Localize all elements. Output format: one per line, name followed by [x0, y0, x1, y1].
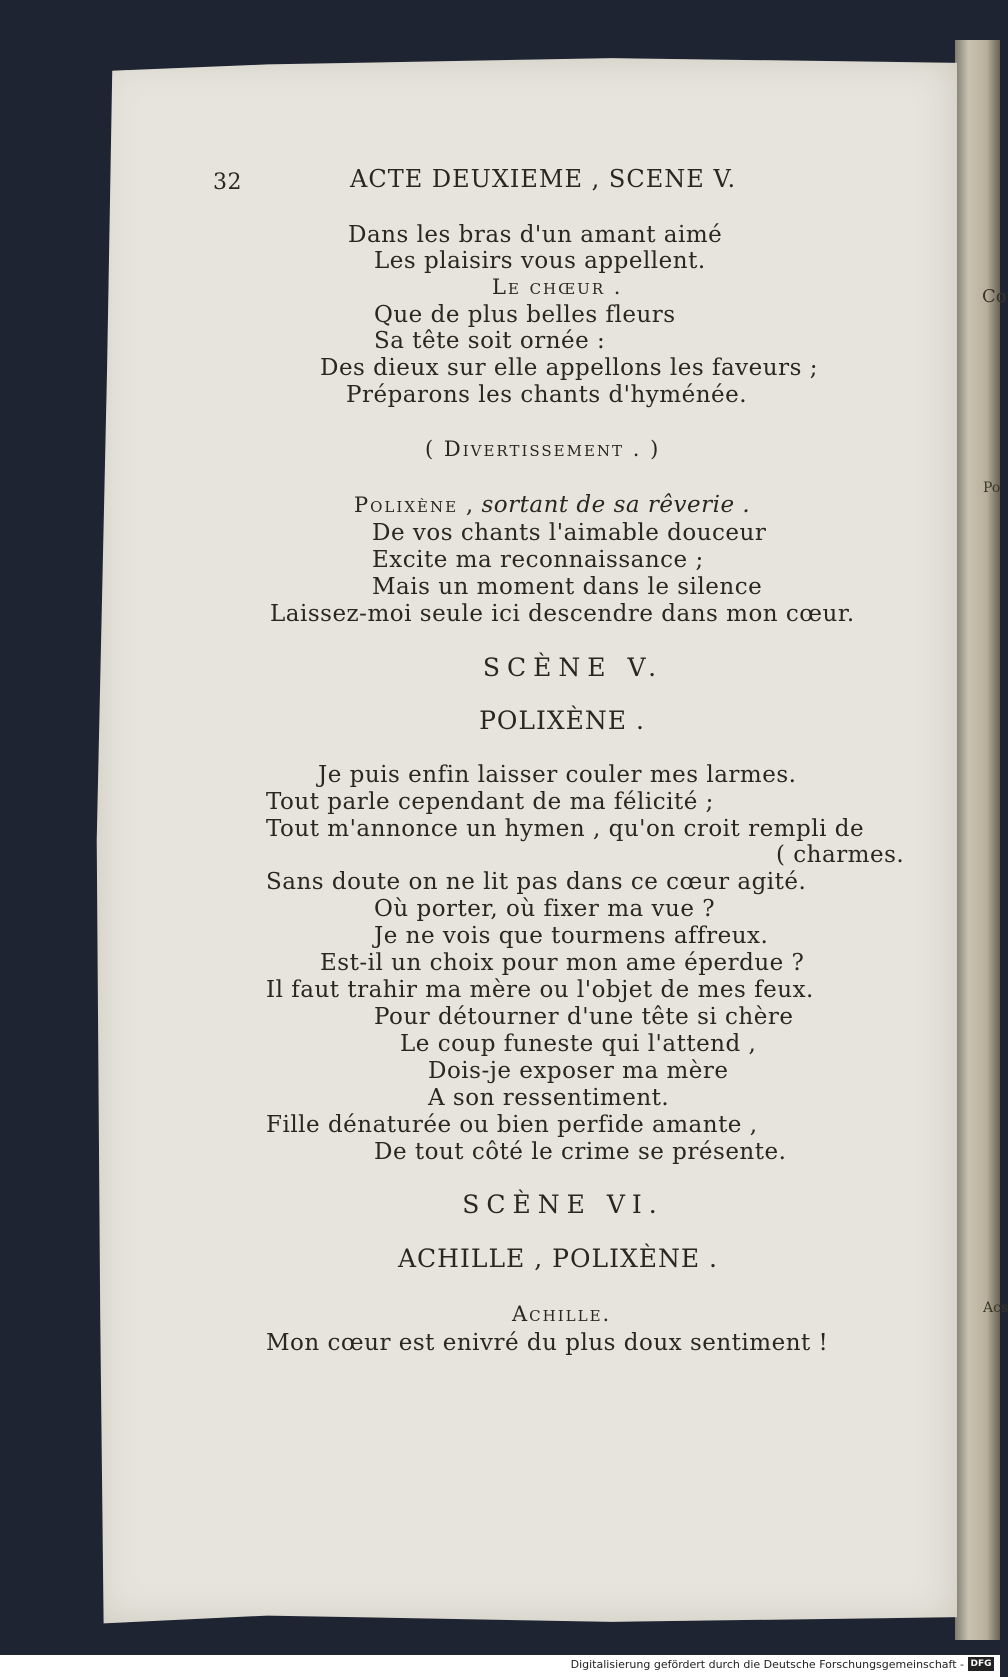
dfg-logo: DFG: [968, 1657, 994, 1671]
verse-line: Laissez-moi seule ici descendre dans mon cœur.: [270, 601, 855, 627]
running-header: ACTE DEUXIEME , SCENE V.: [350, 165, 737, 193]
verse-line: De vos chants l'aimable douceur: [372, 520, 767, 546]
verse-line: Les plaisirs vous appellent.: [374, 248, 706, 274]
verse-line: Le coup funeste qui l'attend ,: [400, 1031, 757, 1057]
verse-line: ( charmes.: [776, 842, 905, 868]
verse-line: Tout parle cependant de ma félicité ;: [266, 789, 714, 815]
verse-line: Sa tête soit ornée :: [374, 328, 606, 354]
verse-line: Pour détourner d'une tête si chère: [374, 1004, 794, 1030]
scene-heading: SCÈNE V.: [482, 653, 664, 682]
verse-line: A son ressentiment.: [428, 1085, 670, 1111]
verse-line: Il faut trahir ma mère ou l'objet de mes feux.: [266, 977, 814, 1003]
stage-direction: sortant de sa rêverie .: [481, 492, 751, 518]
funding-credit: Digitalisierung gefördert durch die Deutsche Forschungsgemeinschaft -: [570, 1658, 964, 1671]
verse-line: Est-il un choix pour mon ame éperdue ?: [320, 950, 805, 976]
verse-line: Dans les bras d'un amant aimé: [348, 222, 723, 248]
speaker-line: Polixène , sortant de sa rêverie .: [354, 492, 751, 518]
verse-line: De tout côté le crime se présente.: [374, 1139, 787, 1165]
speaker-label: Le chœur .: [492, 275, 623, 299]
verse-line: Des dieux sur elle appellons les faveurs ;: [320, 355, 818, 381]
character-list: ACHILLE , POLIXÈNE .: [397, 1244, 719, 1273]
margin-fragment: Acs: [983, 1300, 1008, 1316]
verse-line: Où porter, où fixer ma vue ?: [374, 896, 716, 922]
verse-line: Préparons les chants d'hyménée.: [346, 382, 748, 408]
verse-line: Sans doute on ne lit pas dans ce cœur agité.: [266, 869, 807, 895]
verse-line: Dois-je exposer ma mère: [428, 1058, 729, 1084]
verse-line: Excite ma reconnaissance ;: [372, 547, 704, 573]
verse-line: Je puis enfin laisser couler mes larmes.: [318, 762, 797, 788]
speaker-label: Polixène: [354, 493, 459, 517]
speaker-label: Achille.: [512, 1302, 612, 1326]
scene-heading: SCÈNE VI.: [462, 1190, 664, 1219]
verse-line: Fille dénaturée ou bien perfide amante ,: [266, 1112, 758, 1138]
stage-direction: ( Divertissement . ): [425, 437, 661, 461]
book-spine-edge: [955, 40, 1000, 1640]
margin-fragment: Co: [982, 286, 1007, 307]
verse-line: Mais un moment dans le silence: [372, 574, 763, 600]
verse-line: Mon cœur est enivré du plus doux sentiment !: [266, 1330, 829, 1356]
margin-fragment: Po: [983, 480, 1001, 496]
verse-line: Que de plus belles fleurs: [374, 302, 676, 328]
character-list: POLIXÈNE .: [479, 706, 645, 735]
page-number: 32: [213, 170, 242, 195]
verse-line: Je ne vois que tourmens affreux.: [374, 923, 769, 949]
verse-line: Tout m'annonce un hymen , qu'on croit rempli de: [266, 816, 865, 842]
